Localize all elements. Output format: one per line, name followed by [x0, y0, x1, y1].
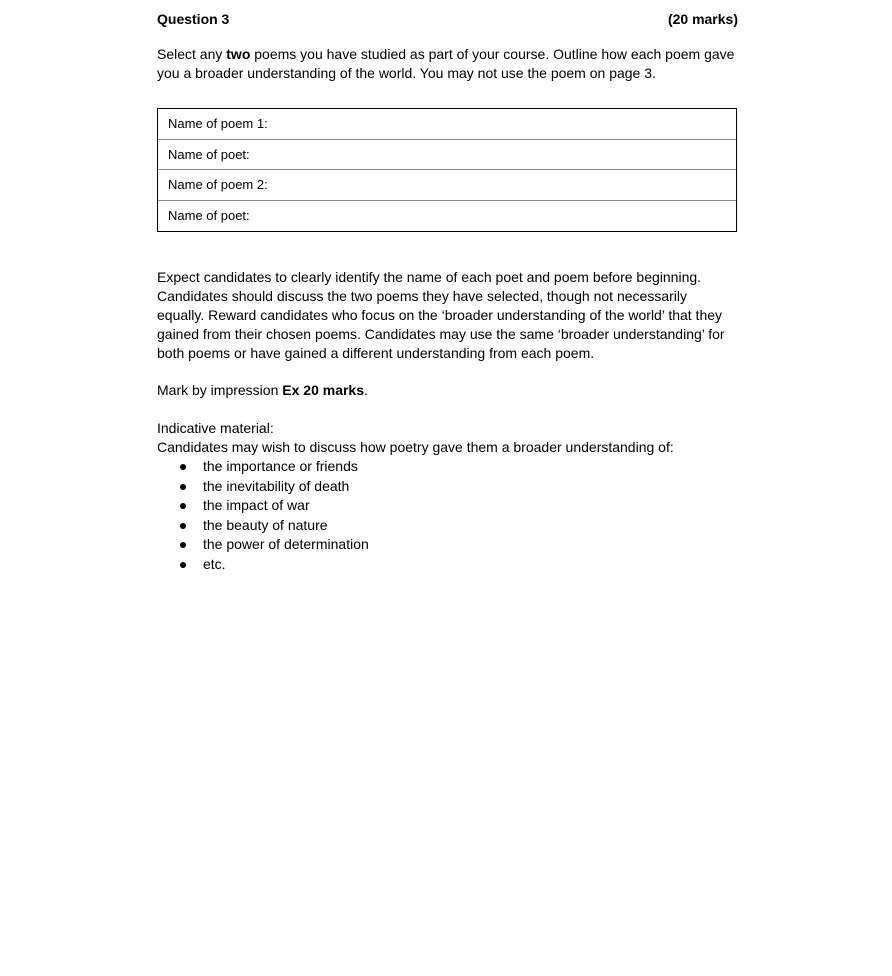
list-item-text: the power of determination [203, 536, 369, 553]
list-item-text: the impact of war [203, 497, 310, 514]
bullet-icon [180, 542, 186, 548]
list-item-text: the inevitability of death [203, 477, 350, 494]
indicative-heading: Indicative material: [157, 420, 274, 436]
indicative-lead: Candidates may wish to discuss how poetry gave them a broader understanding of: [157, 439, 674, 455]
list-item-text: the importance or friends [203, 458, 358, 474]
list-item [157, 535, 738, 555]
bullet-icon [180, 523, 186, 529]
bullet-icon [180, 503, 186, 509]
question-title: Question 3 [157, 11, 230, 27]
list-item-text: etc. [203, 555, 226, 572]
table-row-poet-1: Name of poet: [158, 140, 736, 171]
list-item [157, 516, 738, 536]
list-item [157, 457, 738, 477]
instructions-text-end: poems you have studied as part of your course. Outline how each poem gave you a broader understanding of the world. You may not use the poem on page 3. [157, 46, 735, 81]
list-item [157, 496, 738, 516]
marking-guidance [157, 268, 738, 363]
question-marks: (20 marks) [667, 11, 738, 27]
marking-scheme-line [157, 381, 368, 400]
question-instructions [157, 45, 738, 83]
bullet-icon [180, 484, 186, 490]
guidance-paragraph: Expect candidates to clearly identify the name of each poet and poem before beginning. Candidates should discuss the two poems they have selected, though not necessarily equally. Reward candidates who focus on the ‘broader understanding of the world’ that they gained from their chosen poems. Candidates may use the same ‘broader understanding’ for both poems or have gained a different understanding from each poem. [157, 269, 725, 361]
list-item [157, 477, 738, 497]
table-row-poem-2: Name of poem 2: [158, 170, 736, 201]
marking-prefix: Mark by impression [157, 382, 283, 398]
table-row-poem-1: Name of poem 1: [158, 109, 736, 140]
instructions-emphasis: two [226, 46, 251, 62]
question-header [157, 11, 738, 31]
poem-details-table [157, 108, 737, 232]
list-item [157, 555, 738, 575]
bullet-icon [180, 562, 186, 568]
marking-suffix: . [364, 382, 368, 398]
indicative-material [157, 419, 738, 575]
list-item-text: the beauty of nature [203, 516, 328, 533]
table-row-poet-2: Name of poet: [168, 207, 250, 223]
bullet-icon [180, 464, 186, 470]
marking-total: Ex 20 marks [282, 382, 364, 398]
instructions-text-start: Select any [157, 46, 227, 62]
indicative-list [157, 457, 738, 575]
